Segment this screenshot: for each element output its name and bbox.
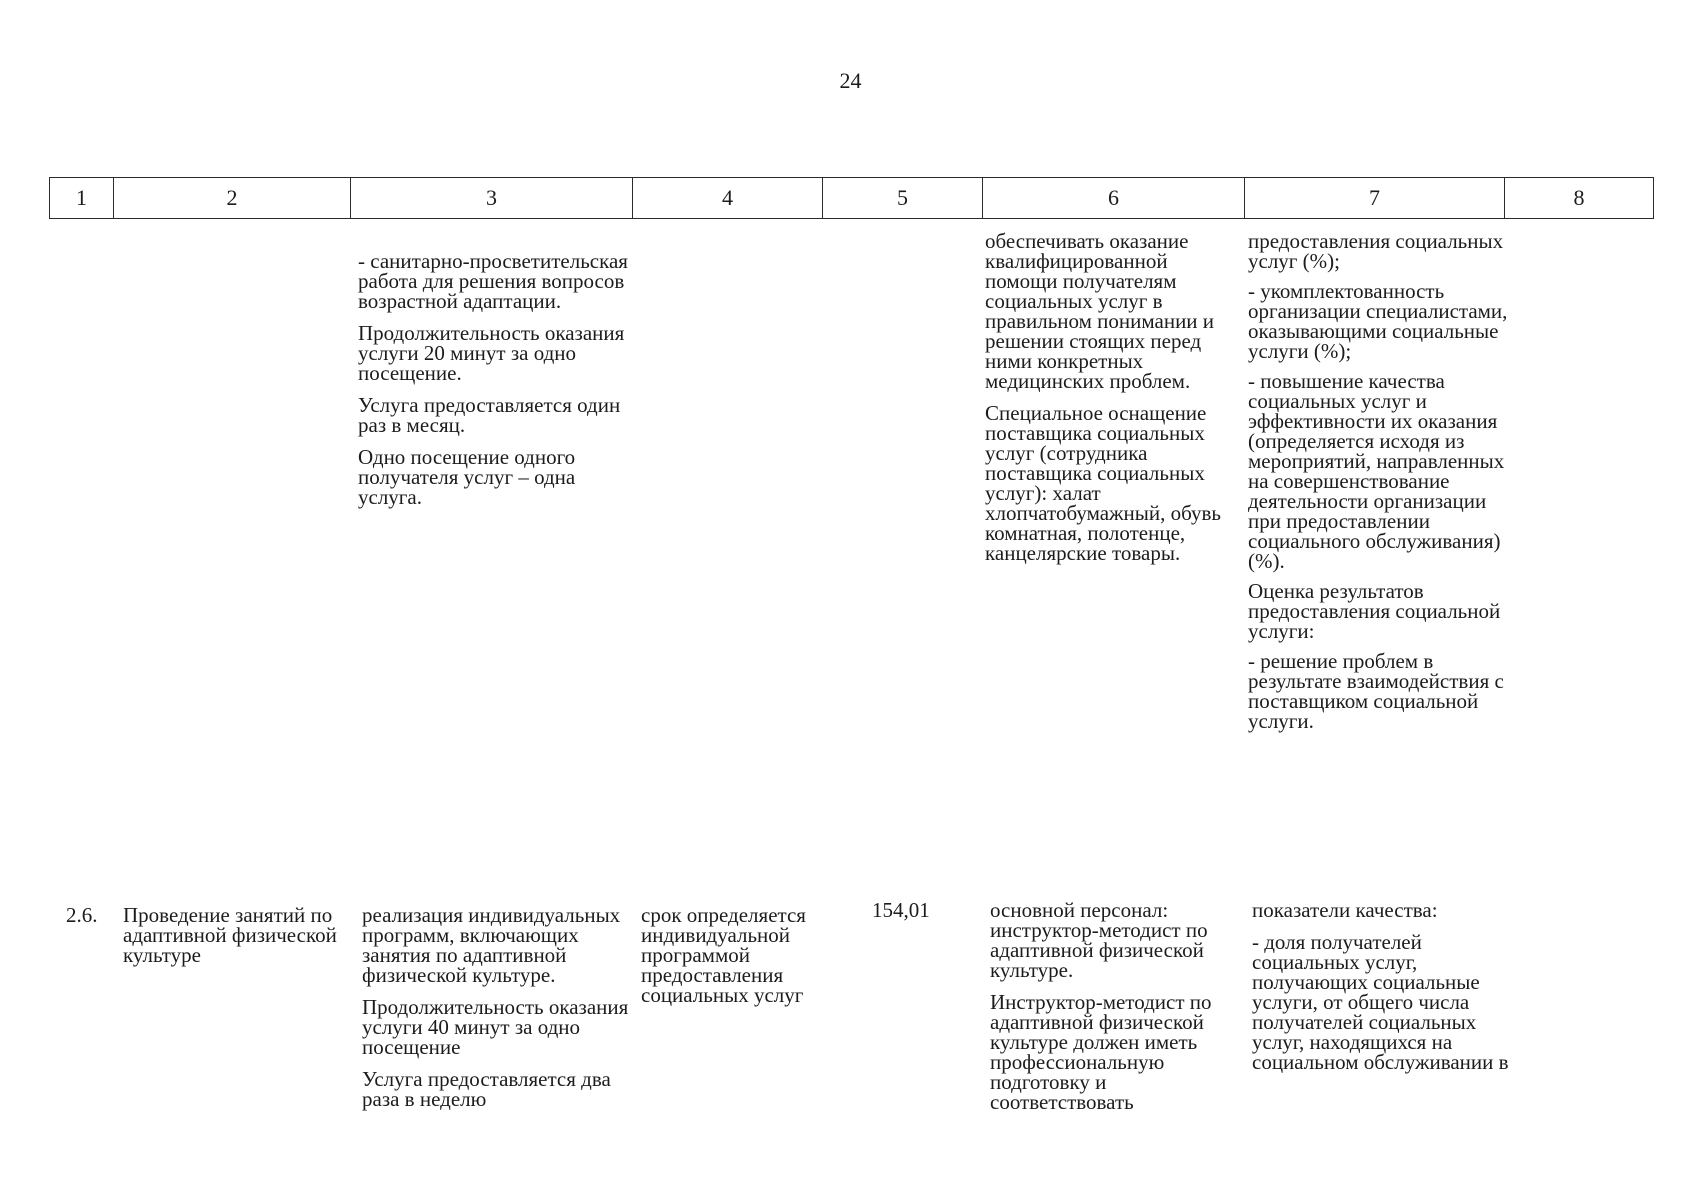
row-2-6-col6	[990, 900, 1240, 1124]
continuation-col7-para-2: - укомплектованность организации специалистами, оказывающими социальные услуги (%);	[1248, 279, 1508, 363]
header-col-3: 3	[351, 178, 633, 219]
header-col-1: 1	[50, 178, 114, 219]
row-2-6-col3	[362, 905, 642, 1121]
row-2-6-col6-para-2: Инструктор-методист по адаптивной физической культуре должен иметь профессиональную подготовку и соответствовать	[990, 990, 1212, 1114]
continuation-col3-para-4: Одно посещение одного получателя услуг – одна услуга.	[358, 445, 576, 509]
continuation-col7-para-4: Оценка результатов предоставления социальной услуги:	[1248, 579, 1501, 643]
continuation-col7	[1248, 231, 1508, 741]
row-2-6-col4: срок определяется индивидуальной программой предоставления социальных услуг	[641, 903, 806, 1007]
header-col-7: 7	[1245, 178, 1505, 219]
header-col-6: 6	[983, 178, 1245, 219]
header-col-4: 4	[633, 178, 823, 219]
continuation-col7-para-1: предоставления социальных услуг (%);	[1248, 229, 1504, 273]
continuation-col3-para-1: - санитарно-просветительская работа для решения вопросов возрастной адаптации.	[358, 249, 628, 313]
continuation-col3-para-3: Услуга предоставляется один раз в месяц.	[358, 393, 621, 437]
column-number-header	[49, 177, 1654, 219]
row-2-6-col3-para-3: Услуга предоставляется два раза в неделю	[362, 1067, 611, 1111]
continuation-col6	[985, 231, 1240, 575]
continuation-col6-para-2: Специальное оснащение поставщика социальных услуг (сотрудника поставщика социальных услуг): халат хлопчатобумажный, обувь комнатная, полотенце, канцелярские товары.	[985, 401, 1222, 565]
row-2-6-number: 2.6.	[66, 903, 98, 927]
continuation-col6-para-1: обеспечивать оказание квалифицированной помощи получателям социальных услуг в правильном понимании и решении стоящих перед ними конкретных медицинских проблем.	[985, 229, 1215, 393]
continuation-col7-para-5: - решение проблем в результате взаимодействия с поставщиком социальной услуги.	[1248, 649, 1504, 733]
row-2-6-col3-para-2: Продолжительность оказания услуги 40 минут за одно посещение	[362, 995, 629, 1059]
row-2-6-service-name: Проведение занятий по адаптивной физической культуре	[123, 903, 337, 967]
row-2-6-col7-para-1: показатели качества:	[1252, 898, 1438, 922]
row-2-6-col3-para-1: реализация индивидуальных программ, включающих занятия по адаптивной физической культуре.	[362, 903, 621, 987]
row-2-6-col7	[1252, 900, 1510, 1084]
continuation-col3-para-2: Продолжительность оказания услуги 20 минут за одно посещение.	[358, 321, 625, 385]
row-2-6-price: 154,01	[872, 898, 930, 922]
header-col-5: 5	[823, 178, 983, 219]
continuation-col7-para-3: - повышение качества социальных услуг и эффективности их оказания (определяется исходя из мероприятий, направленных на совершенствование деятельности организации при предоставлении социального обслуживания) (%).	[1248, 369, 1505, 573]
page-number: 24	[839, 68, 862, 93]
row-2-6-col7-para-2: - доля получателей социальных услуг, получающих социальные услуги, от общего числа получателей социальных услуг, находящихся на социальном обслуживании в	[1252, 930, 1509, 1074]
header-col-2: 2	[114, 178, 351, 219]
row-2-6-col6-para-1: основной персонал: инструктор-методист по адаптивной физической культуре.	[990, 898, 1208, 982]
header-col-8: 8	[1505, 178, 1654, 219]
continuation-col3	[358, 251, 628, 519]
